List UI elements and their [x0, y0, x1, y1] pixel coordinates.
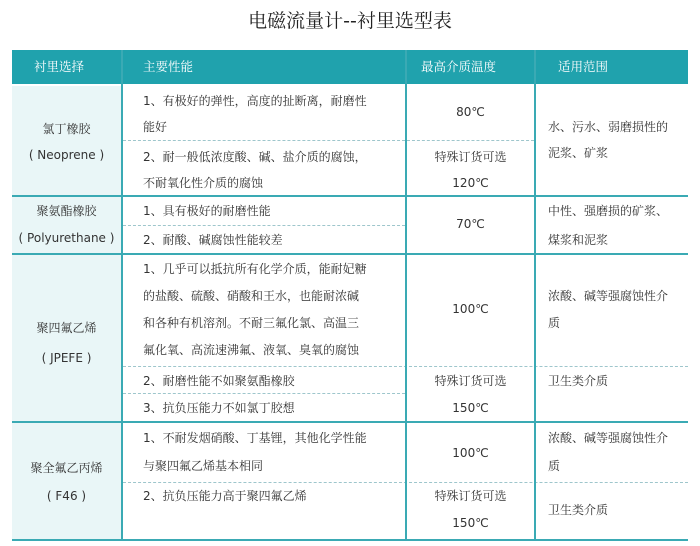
header-performance [123, 50, 405, 84]
perf-text: 2、耐磨性能不如聚氨酯橡胶 [143, 374, 295, 388]
temp-value: 120℃ [452, 176, 489, 190]
header-performance-label: 主要性能 [143, 59, 194, 74]
temp-special-order: 特殊订货可选 [434, 374, 507, 388]
temp-value: 150℃ [452, 516, 489, 530]
header-lining [12, 50, 121, 84]
perf-text: 能好 [143, 120, 168, 134]
header-application-label: 适用范围 [558, 59, 609, 74]
perf-text: 1、有极好的弹性，高度的扯断离，耐磨性 [143, 94, 367, 108]
lining-selection-table [12, 50, 688, 541]
lining-name-en: ( JPEFE ) [41, 351, 92, 365]
temp-value: 100℃ [452, 302, 489, 316]
perf-text: 的盐酸、硫酸、硝酸和王水，也能耐浓碱 [143, 289, 360, 303]
temp-value: 70℃ [456, 217, 485, 231]
perf-text: 1、几乎可以抵抗所有化学介质，能耐妃糖 [143, 262, 367, 276]
lining-name: 聚全氟乙丙烯 [30, 461, 103, 475]
lining-name-en: ( Neoprene ) [28, 148, 105, 162]
header-lining-label: 衬里选择 [34, 59, 85, 74]
perf-text: 1、不耐发烟硝酸、丁基锂，其他化学性能 [143, 431, 367, 445]
temp-value: 150℃ [452, 401, 489, 415]
use-text: 水、污水、弱磨损性的 [548, 120, 669, 134]
use-text: 卫生类介质 [548, 503, 609, 517]
header-temperature [407, 50, 534, 84]
use-text: 质 [548, 316, 561, 330]
row-label-f46 [12, 423, 121, 541]
perf-text: 3、抗负压能力不如氯丁胶想 [143, 401, 295, 415]
perf-text: 不耐氧化性介质的腐蚀 [143, 176, 264, 190]
row-label-polyurethane [12, 197, 121, 253]
use-text: 质 [548, 459, 561, 473]
use-text: 中性、强磨损的矿浆、 [548, 204, 669, 218]
header-application [536, 50, 688, 84]
perf-text: 和各种有机溶剂。不耐三氟化氯、高温三 [143, 316, 360, 330]
perf-text: 与聚四氟乙烯基本相同 [143, 459, 264, 473]
temp-special-order: 特殊订货可选 [434, 489, 507, 503]
use-text: 煤浆和泥浆 [548, 233, 609, 247]
page-title: 电磁流量计--衬里选型表 [248, 10, 452, 32]
perf-text: 1、具有极好的耐磨性能 [143, 204, 271, 218]
use-text: 浓酸、碱等强腐蚀性介 [548, 289, 669, 303]
row-label-ptfe [12, 255, 121, 421]
use-text: 泥浆、矿浆 [548, 146, 609, 160]
perf-text: 2、耐一般低浓度酸、碱、盐介质的腐蚀， [143, 150, 367, 164]
use-text: 卫生类介质 [548, 374, 609, 388]
temp-value: 80℃ [456, 105, 485, 119]
use-text: 浓酸、碱等强腐蚀性介 [548, 431, 669, 445]
temp-value: 100℃ [452, 446, 489, 460]
perf-text: 氟化氧、高流速沸氟、液氧、臭氧的腐蚀 [143, 343, 360, 357]
header-temperature-label: 最高介质温度 [421, 59, 497, 74]
temp-special-order: 特殊订货可选 [434, 150, 507, 164]
lining-name: 氯丁橡胶 [42, 122, 91, 136]
perf-text: 2、耐酸、碱腐蚀性能较差 [143, 233, 283, 247]
row-label-neoprene [12, 86, 121, 196]
lining-name: 聚四氟乙烯 [36, 321, 97, 335]
lining-name: 聚氨酯橡胶 [36, 204, 97, 218]
perf-text: 2、抗负压能力高于聚四氟乙烯 [143, 489, 307, 503]
lining-name-en: ( Polyurethane ) [18, 231, 115, 245]
lining-name-en: ( F46 ) [46, 489, 87, 503]
